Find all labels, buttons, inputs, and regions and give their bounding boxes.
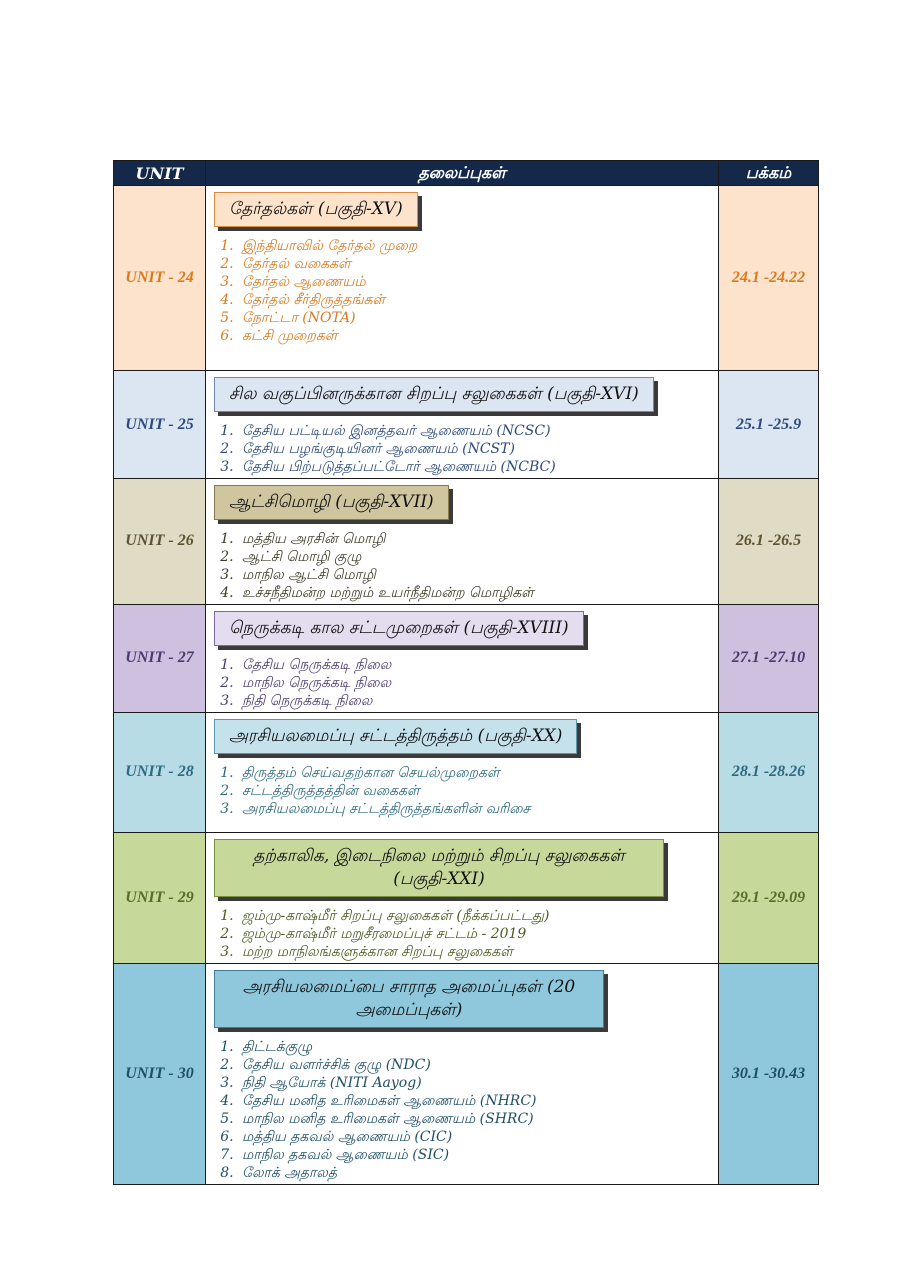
- unit-label: UNIT - 28: [114, 712, 206, 832]
- list-item: 6. மத்திய தகவல் ஆணையம் (CIC): [238, 1128, 710, 1146]
- page-range: 29.1 -29.09: [719, 832, 819, 963]
- unit-row-26: [114, 479, 819, 605]
- contents-table: [113, 160, 819, 1185]
- list-item: 2. தேசிய பழங்குடியினர் ஆணையம் (NCST): [238, 440, 710, 458]
- unit-label: UNIT - 27: [114, 604, 206, 712]
- list-item: 4. தேர்தல் சீர்திருத்தங்கள்: [238, 291, 710, 309]
- page-range: 27.1 -27.10: [719, 604, 819, 712]
- list-item: 7. மாநில தகவல் ஆணையம் (SIC): [238, 1146, 710, 1164]
- topic-list: [214, 530, 710, 602]
- list-item: 2. ஜம்மு-காஷ்மீர் மறுசீரமைப்புச் சட்டம் - 2019: [238, 925, 710, 943]
- topic-cell: [206, 963, 719, 1184]
- list-item: 1. தேசிய பட்டியல் இனத்தவர் ஆணையம் (NCSC): [238, 422, 710, 440]
- list-item: 1. தேசிய நெருக்கடி நிலை: [238, 656, 710, 674]
- list-item: 5. நோட்டா (NOTA): [238, 309, 710, 327]
- header-unit: UNIT: [114, 161, 206, 186]
- topic-cell: [206, 371, 719, 479]
- unit-label: UNIT - 24: [114, 186, 206, 371]
- list-item: 2. ஆட்சி மொழி குழு: [238, 548, 710, 566]
- unit-label: UNIT - 26: [114, 479, 206, 605]
- list-item: 1. திருத்தம் செய்வதற்கான செயல்முறைகள்: [238, 764, 710, 782]
- topic-list: [214, 422, 710, 476]
- list-item: 1. மத்திய அரசின் மொழி: [238, 530, 710, 548]
- list-item: 2. தேசிய வளர்ச்சிக் குழு (NDC): [238, 1056, 710, 1074]
- section-title: தற்காலிக, இடைநிலை மற்றும் சிறப்பு சலுகைகள் (பகுதி-XXI): [214, 839, 664, 897]
- page-range: 28.1 -28.26: [719, 712, 819, 832]
- topic-list: [214, 237, 710, 345]
- section-title: அரசியலமைப்பு சட்டத்திருத்தம் (பகுதி-XX): [214, 719, 577, 754]
- list-item: 4. தேசிய மனித உரிமைகள் ஆணையம் (NHRC): [238, 1092, 710, 1110]
- unit-row-29: [114, 832, 819, 963]
- list-item: 6. கட்சி முறைகள்: [238, 327, 710, 345]
- section-title: சில வகுப்பினருக்கான சிறப்பு சலுகைகள் (பகுதி-XVI): [214, 377, 654, 412]
- topic-list: [214, 1038, 710, 1182]
- section-title: அரசியலமைப்பை சாராத அமைப்புகள் (20 அமைப்புகள்): [214, 970, 604, 1028]
- header-page: பக்கம்: [719, 161, 819, 186]
- page-range: 25.1 -25.9: [719, 371, 819, 479]
- unit-label: UNIT - 25: [114, 371, 206, 479]
- list-item: 2. சட்டத்திருத்தத்தின் வகைகள்: [238, 782, 710, 800]
- topic-list: [214, 656, 710, 710]
- list-item: 1. திட்டக்குழு: [238, 1038, 710, 1056]
- page-range: 24.1 -24.22: [719, 186, 819, 371]
- section-title: நெருக்கடி கால சட்டமுறைகள் (பகுதி-XVIII): [214, 611, 584, 646]
- unit-row-24: [114, 186, 819, 371]
- header-topics: தலைப்புகள்: [206, 161, 719, 186]
- section-title: ஆட்சிமொழி (பகுதி-XVII): [214, 485, 449, 520]
- list-item: 3. தேர்தல் ஆணையம்: [238, 273, 710, 291]
- list-item: 3. மாநில ஆட்சி மொழி: [238, 566, 710, 584]
- list-item: 5. மாநில மனித உரிமைகள் ஆணையம் (SHRC): [238, 1110, 710, 1128]
- list-item: 1. இந்தியாவில் தேர்தல் முறை: [238, 237, 710, 255]
- list-item: 3. தேசிய பிற்படுத்தப்பட்டோர் ஆணையம் (NCBC): [238, 458, 710, 476]
- topic-cell: [206, 712, 719, 832]
- list-item: 2. மாநில நெருக்கடி நிலை: [238, 674, 710, 692]
- header-row: [114, 161, 819, 186]
- topic-cell: [206, 832, 719, 963]
- topic-list: [214, 907, 710, 961]
- topic-cell: [206, 604, 719, 712]
- list-item: 3. நிதி நெருக்கடி நிலை: [238, 692, 710, 710]
- list-item: 3. நிதி ஆயோக் (NITI Aayog): [238, 1074, 710, 1092]
- unit-row-28: [114, 712, 819, 832]
- topic-list: [214, 764, 710, 818]
- list-item: 8. லோக் அதாலத்: [238, 1164, 710, 1182]
- unit-row-27: [114, 604, 819, 712]
- section-title: தேர்தல்கள் (பகுதி-XV): [214, 192, 418, 227]
- list-item: 4. உச்சநீதிமன்ற மற்றும் உயர்நீதிமன்ற மொழிகள்: [238, 584, 710, 602]
- topic-cell: [206, 479, 719, 605]
- page-range: 26.1 -26.5: [719, 479, 819, 605]
- list-item: 2. தேர்தல் வகைகள்: [238, 255, 710, 273]
- unit-label: UNIT - 30: [114, 963, 206, 1184]
- unit-label: UNIT - 29: [114, 832, 206, 963]
- list-item: 3. அரசியலமைப்பு சட்டத்திருத்தங்களின் வரிசை: [238, 800, 710, 818]
- unit-row-25: [114, 371, 819, 479]
- page-range: 30.1 -30.43: [719, 963, 819, 1184]
- list-item: 3. மற்ற மாநிலங்களுக்கான சிறப்பு சலுகைகள்: [238, 943, 710, 961]
- list-item: 1. ஜம்மு-காஷ்மீர் சிறப்பு சலுகைகள் (நீக்கப்பட்டது): [238, 907, 710, 925]
- topic-cell: [206, 186, 719, 371]
- unit-row-30: [114, 963, 819, 1184]
